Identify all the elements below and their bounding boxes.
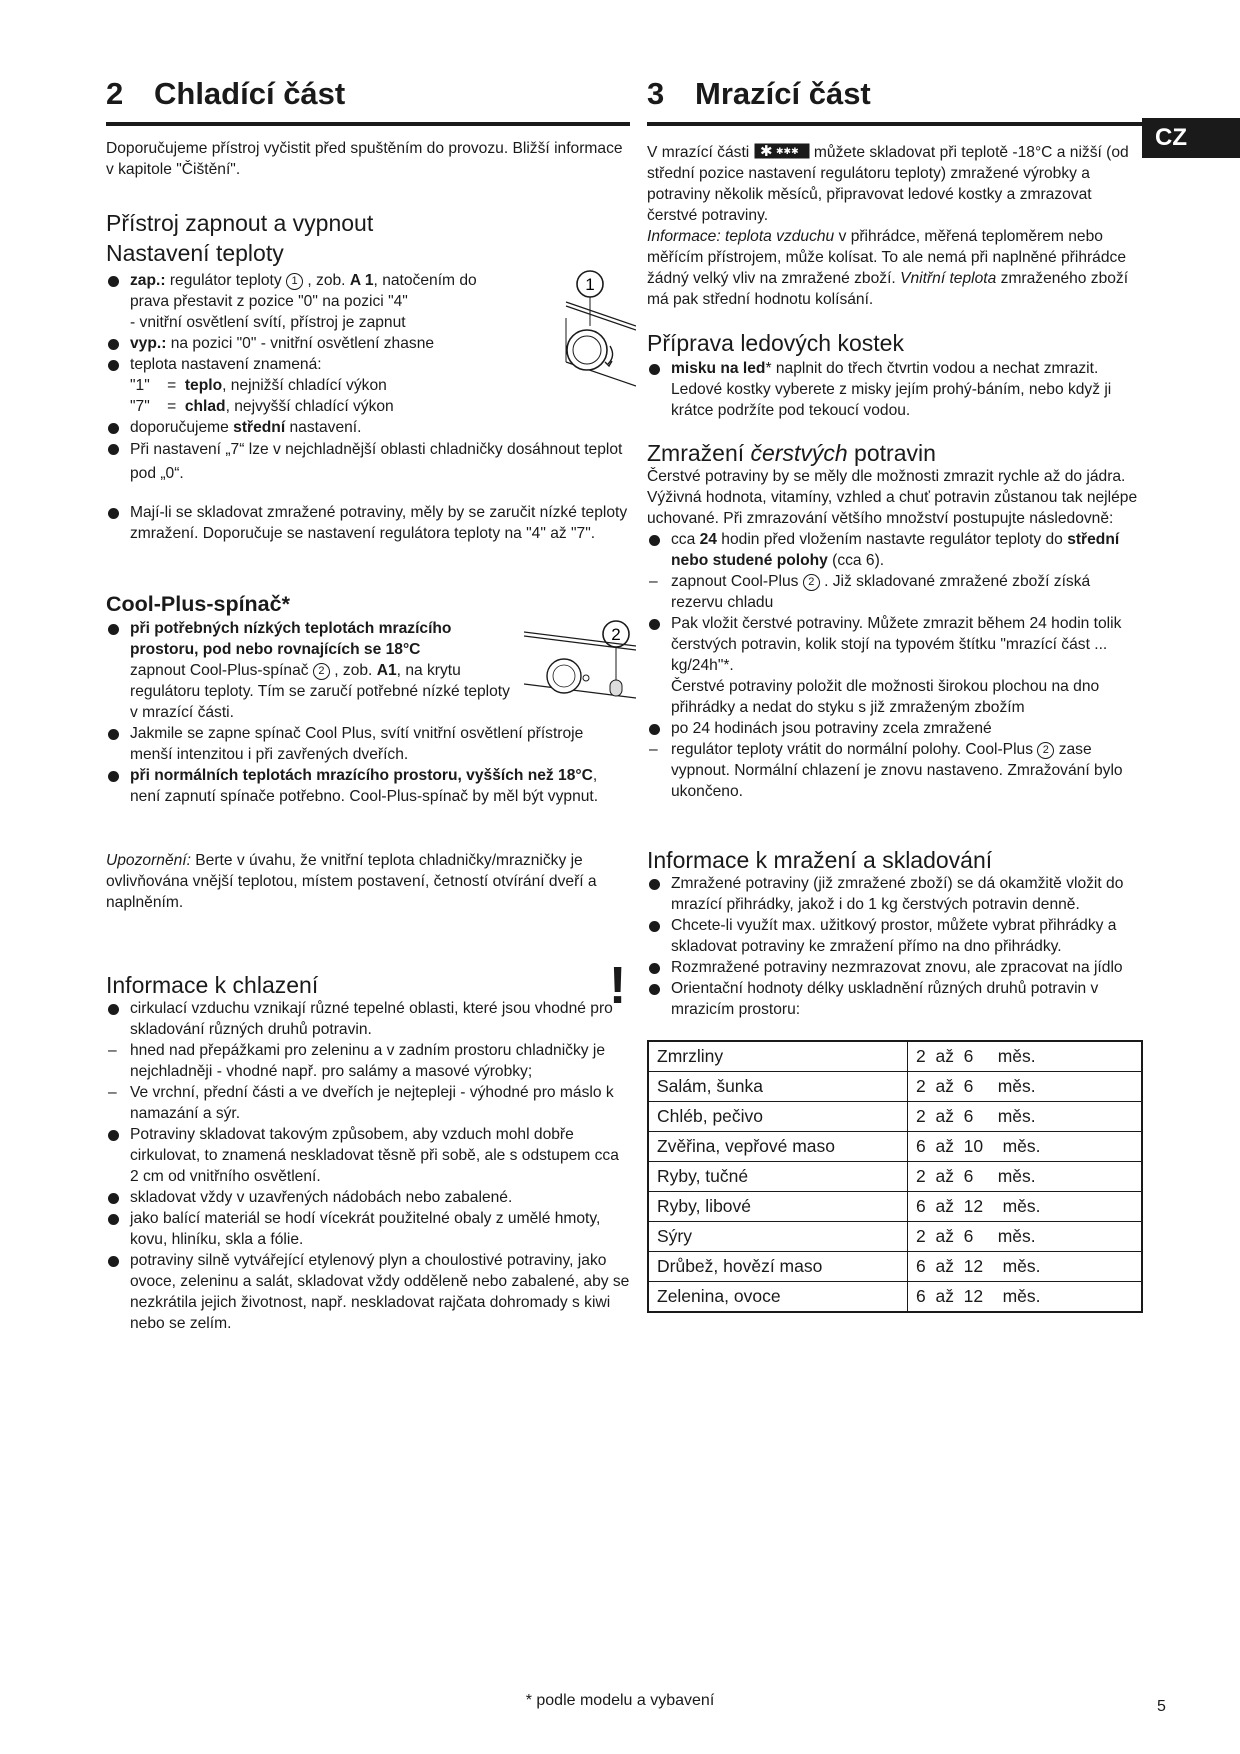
heading-temperature-setting: Nastavení teploty [106, 240, 284, 266]
note-paragraph [106, 850, 630, 913]
list-item: – hned nad přepážkami pro zeleninu a v zadním prostoru chladničky je nejchladněji - vhodné např. pro salámy a masové výrobky; [106, 1040, 630, 1082]
food-cell: Ryby, tučné [648, 1162, 908, 1192]
figure-label-2: 2 [611, 625, 621, 644]
subheading-fresh [647, 438, 1143, 468]
list-item: Orientační hodnoty délky uskladnění různých druhů potravin v mrazicím prostoru: [647, 978, 1143, 1020]
freezer-intro [647, 142, 1143, 310]
duration-cell: 2 až 6 měs. [908, 1222, 1143, 1252]
duration-cell: 2 až 6 měs. [908, 1072, 1143, 1102]
list-item: – zapnout Cool-Plus 2 . Již skladované zmražené zboží získá rezervu chladu [647, 571, 1143, 613]
table-row [648, 1132, 1142, 1162]
heading-switch-on-off: Přístroj zapnout a vypnout [106, 210, 374, 236]
circled-ref-2: 2 [1037, 742, 1054, 759]
list-item: Při nastavení „7“ lze v nejchladnější oblasti chladničky dosáhnout teplot pod „0“. [106, 438, 630, 486]
storage-duration-table [647, 1040, 1143, 1313]
list-item: skladovat vždy v uzavřených nádobách nebo zabalené. [106, 1187, 630, 1208]
table-row [648, 1222, 1142, 1252]
table-row [648, 1192, 1142, 1222]
section-number: 2 [106, 76, 124, 111]
duration-cell: 6 až 10 měs. [908, 1132, 1143, 1162]
freezer-info-text: Informace: teplota vzduchu v přihrádce, měřená teploměrem nebo měřícím přístrojem, může kolísat. To ale nemá při naplněné přihrádce žádný velký vliv na zmražené zboží. Vnitřní teplota zmraženého zboží má pak střední hodnotu kolísání. [647, 228, 1129, 308]
coolplus-list-part1 [106, 618, 516, 723]
note-text: Upozornění: Berte v úvahu, že vnitřní teplota chladničky/mrazničky je ovlivňována vnější teplotou, místem postavení, četností otvírání dveří a naplněním. [106, 852, 597, 911]
table-row [648, 1282, 1142, 1313]
list-item: zap.: regulátor teploty 1 , zob. A 1, natočením do prava přestavit z pozice "0" na pozici "4" - vnitřní osvětlení svítí, přístroj je zapnut [106, 270, 496, 333]
fresh-intro-text: Čerstvé potraviny by se měly dle možnosti zmrazit rychle až do jádra. Výživná hodnota, vitamíny, vzhled a chuť potravin zůstanou tak nejlépe uchované. Při zmrazování většího množství postupujte následovně: [647, 468, 1138, 527]
list-item: vyp.: na pozici "0" - vnitřní osvětlení zhasne [106, 333, 496, 354]
circled-ref-2: 2 [313, 663, 330, 680]
heading-cooling-info: Informace k chlazení [106, 972, 319, 998]
coolplus-list-part2 [106, 723, 630, 807]
warning-exclamation-icon: ! [609, 957, 627, 1015]
list-item: při potřebných nízkých teplotách mrazícího prostoru, pod nebo rovnajících se 18°C zapnout Cool-Plus-spínač 2 , zob. A1, na krytu regulátoru teploty. Tím se zaručí potřebné nízké teploty v mrazící části. [106, 618, 516, 723]
list-item: – Ve vrchní, přední části a ve dveřích je nejtepleji - výhodné pro máslo k namazání a sýr. [106, 1082, 630, 1124]
food-cell: Ryby, libové [648, 1192, 908, 1222]
svg-text:✱✱✱: ✱✱✱ [775, 147, 799, 157]
list-item: Jakmile se zapne spínač Cool Plus, svítí vnitřní osvětlení přístroje menší intenzitou i při zavřených dveřích. [106, 723, 630, 765]
subheading-switch [106, 208, 630, 268]
subheading-storage [647, 845, 1143, 875]
food-cell: Zvěřina, vepřové maso [648, 1132, 908, 1162]
fresh-section [647, 466, 1143, 802]
four-star-freezer-icon [754, 143, 810, 159]
food-cell: Drůbež, hovězí maso [648, 1252, 908, 1282]
food-cell: Chléb, pečivo [648, 1102, 908, 1132]
freezer-intro-text: V mrazící části ✱ ✱✱✱ můžete skladovat při teplotě -18°C a nižší (od střední pozice nastavení regulátoru teploty) zmražené výrobky a potraviny několik měsíců, připravovat ledové kostky a zmrazovat čerstvé potraviny. [647, 143, 1129, 224]
subheading-cooling-info [106, 970, 630, 1000]
frozen-note [106, 502, 630, 544]
cool-plus-switch-figure [524, 618, 636, 718]
duration-cell: 6 až 12 měs. [908, 1252, 1143, 1282]
figure-label-1: 1 [585, 275, 595, 294]
table-row [648, 1041, 1142, 1072]
list-item: cca 24 hodin před vložením nastavte regulátor teploty do střední nebo studené polohy (cca 6). [647, 529, 1143, 571]
intro-text: Doporučujeme přístroj vyčistit před spuštěním do provozu. Bližší informace v kapitole "Čištění". [106, 140, 623, 178]
list-item: jako balící materiál se hodí vícekrát použitelné obaly z umělé hmoty, kovu, hliníku, skla a fólie. [106, 1208, 630, 1250]
list-item: Potraviny skladovat takovým způsobem, aby vzduch mohl dobře cirkulovat, to znamená neskladovat těsně při sobě, ale s odstupem cca 2 cm od vnitřního osvětlení. [106, 1124, 630, 1187]
food-cell: Zmrzliny [648, 1041, 908, 1072]
footnote: * podle modelu a vybavení [525, 1692, 715, 1709]
section-title: Chladící část [154, 76, 346, 111]
list-item: misku na led* naplnit do třech čtvrtin vodou a nechat zmrazit. Ledové kostky vyberete z misky jejím prohý-báním, nebo když ji krátce podržíte pod tekoucí vodou. [647, 358, 1143, 421]
table-row [648, 1072, 1142, 1102]
intro-paragraph [106, 138, 630, 180]
list-item: Mají-li se skladovat zmražené potraviny, měly by se zaručit nízké teploty zmražení. Doporučuje se nastavení regulátora teploty na "4" až "7". [106, 502, 630, 544]
heading-storage-info: Informace k mražení a skladování [647, 847, 993, 873]
table-row [648, 1252, 1142, 1282]
list-item: teplota nastavení znamená: "1" = teplo, nejnižší chladící výkon "7" = chlad, nejvyšší chladící výkon [106, 354, 496, 417]
section-title: Mrazící část [695, 76, 871, 111]
ice-list [647, 358, 1143, 421]
subheading-ice [647, 328, 1143, 358]
list-item: cirkulací vzduchu vznikají různé tepelné oblasti, které jsou vhodné pro skladování různých druhů potravin. [106, 998, 630, 1040]
list-item: Zmražené potraviny (již zmražené zboží) se dá okamžitě vložit do mrazící přihrádky, jakož i do 1 kg čerstvých potravin denně. [647, 873, 1143, 915]
cooling-info-list [106, 998, 630, 1334]
subheading-coolplus [106, 590, 630, 618]
duration-cell: 2 až 6 měs. [908, 1162, 1143, 1192]
list-item: Rozmražené potraviny nezmrazovat znovu, ale zpracovat na jídlo [647, 957, 1143, 978]
heading-cool-plus: Cool-Plus-spínač* [106, 592, 290, 616]
circled-ref-2: 2 [803, 574, 820, 591]
list-item: Chcete-li využít max. užitkový prostor, můžete vybrat přihrádky a skladovat potraviny ke zmražení přímo na dno přihrádky. [647, 915, 1143, 957]
list-item: Pak vložit čerstvé potraviny. Můžete zmrazit během 24 hodin tolik čerstvých potravin, kolik stojí na typovém štítku "mrazící část ... kg/24h"*. Čerstvé potraviny položit dle možnosti širokou plochou na dno přihrádky a nedat do styku s již zmraženým zbožím [647, 613, 1143, 718]
temperature-dial-figure [506, 268, 636, 398]
list-item: po 24 hodinách jsou potraviny zcela zmražené [647, 718, 1143, 739]
table-row [648, 1162, 1142, 1192]
list-item: doporučujeme střední nastavení. [106, 417, 496, 438]
food-cell: Zelenina, ovoce [648, 1282, 908, 1313]
svg-text:✱: ✱ [759, 143, 773, 159]
duration-cell: 2 až 6 měs. [908, 1102, 1143, 1132]
section-heading-cooling [106, 74, 630, 126]
section-number: 3 [647, 76, 665, 111]
heading-fresh-freezing: Zmražení čerstvých potravin [647, 440, 936, 466]
position7-note [106, 438, 630, 486]
table-row [648, 1102, 1142, 1132]
duration-cell: 6 až 12 měs. [908, 1282, 1143, 1313]
page-number: 5 [1157, 1698, 1166, 1715]
switch-list [106, 270, 496, 438]
list-item: – regulátor teploty vrátit do normální polohy. Cool-Plus 2 zase vypnout. Normální chlazení je znovu nastaveno. Zmražování bylo ukončeno. [647, 739, 1143, 802]
storage-list [647, 873, 1143, 1020]
language-badge: CZ [1142, 118, 1240, 158]
duration-cell: 2 až 6 měs. [908, 1041, 1143, 1072]
section-heading-freezer [647, 74, 1143, 126]
food-cell: Salám, šunka [648, 1072, 908, 1102]
list-item: potraviny silně vytvářející etylenový plyn a choulostivé potraviny, jako ovoce, zeleninu a salát, skladovat vždy odděleně nebo zabalené, aby se nezkrátila jejich životnost, např. neskladovat rajčata dohromady s kiwi nebo se zelím. [106, 1250, 630, 1334]
circled-ref-1: 1 [286, 273, 303, 290]
list-item: při normálních teplotách mrazícího prostoru, vyšších než 18°C, není zapnutí spínače potřebno. Cool-Plus-spínač by měl být vypnut. [106, 765, 630, 807]
food-cell: Sýry [648, 1222, 908, 1252]
duration-cell: 6 až 12 měs. [908, 1192, 1143, 1222]
heading-ice-cubes: Příprava ledových kostek [647, 330, 904, 356]
